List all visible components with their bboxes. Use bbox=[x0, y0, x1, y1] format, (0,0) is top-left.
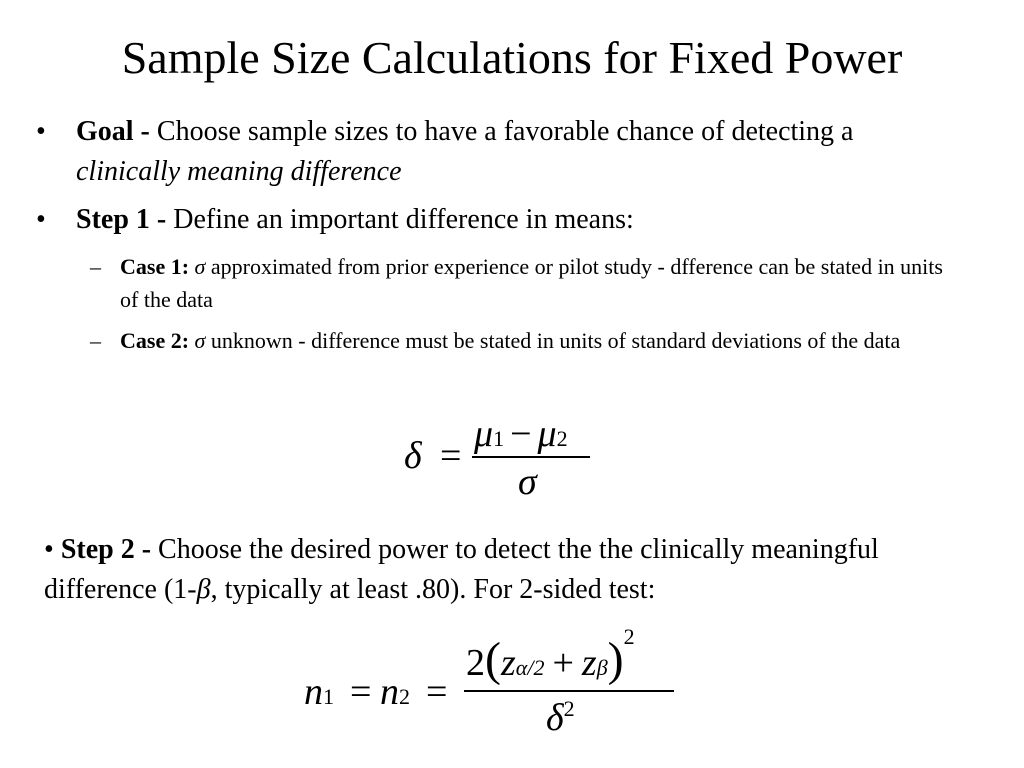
bullet-goal bbox=[36, 112, 936, 192]
mu-subscript-2: 2 bbox=[556, 426, 568, 451]
formula-denominator: σ bbox=[518, 461, 537, 503]
formula-sample-size bbox=[300, 618, 700, 758]
formula-n1 bbox=[304, 670, 334, 714]
formula-equals: = bbox=[440, 435, 462, 477]
beta-symbol: β bbox=[196, 574, 211, 605]
n-symbol: n bbox=[304, 671, 323, 713]
step2-body-a: Choose the desired power to detect the the clinically meaningful difference (1- bbox=[44, 534, 879, 605]
fraction-bar bbox=[472, 456, 590, 458]
step2-body-b: , typically at least .80). For 2-sided test: bbox=[210, 574, 656, 605]
slide-title: Sample Size Calculations for Fixed Power bbox=[121, 32, 903, 83]
z-symbol: z bbox=[581, 642, 597, 684]
formula-denominator bbox=[546, 696, 575, 740]
sigma-symbol: σ bbox=[194, 254, 206, 279]
bullet-goal-text bbox=[76, 112, 936, 192]
n-subscript-1: 1 bbox=[323, 684, 334, 709]
bullet-goal-body: Choose sample sizes to have a favorable chance of detecting a bbox=[156, 116, 854, 147]
bullet-step1-body: Define an important difference in means: bbox=[173, 204, 634, 235]
formula-numerator bbox=[466, 624, 635, 687]
formula-delta-lhs: δ bbox=[404, 435, 422, 477]
formula-numerator bbox=[474, 412, 568, 456]
bullet-step1-label: Step 1 - bbox=[76, 204, 174, 235]
sub-bullet-marker: – bbox=[90, 328, 101, 353]
power-two: 2 bbox=[623, 624, 635, 649]
bullet-goal-emphasis: clinically meaning difference bbox=[76, 156, 402, 187]
sigma-symbol: σ bbox=[194, 328, 206, 353]
formula-equals: = bbox=[350, 671, 372, 713]
sub-bullet-case2-label: Case 2: bbox=[120, 328, 195, 353]
right-paren: ) bbox=[607, 633, 624, 686]
step2-paragraph bbox=[44, 530, 984, 610]
sub-bullet-marker: – bbox=[90, 254, 101, 279]
mu-subscript-1: 1 bbox=[493, 426, 505, 451]
sub-bullet-case1-label: Case 1: bbox=[120, 254, 195, 279]
z-subscript-alpha: α/2 bbox=[515, 655, 545, 680]
formula-effect-size bbox=[400, 410, 600, 510]
bullet-goal-label: Goal - bbox=[76, 116, 157, 147]
left-paren: ( bbox=[485, 633, 501, 686]
n-symbol: n bbox=[380, 671, 399, 713]
plus-sign: + bbox=[552, 642, 574, 684]
formula-equals: = bbox=[426, 671, 448, 713]
sub-bullet-case1-body: approximated from prior experience or pilot study - dfference can be stated in units of the data bbox=[120, 254, 943, 312]
sub-bullet-case2-body: unknown - difference must be stated in units of standard deviations of the data bbox=[205, 328, 901, 353]
bullet-marker: • bbox=[36, 116, 46, 147]
bullet-step1 bbox=[36, 200, 936, 240]
bullet-step1-text bbox=[76, 200, 936, 240]
fraction-bar bbox=[464, 690, 674, 692]
coefficient-two: 2 bbox=[466, 642, 485, 684]
formula-n2 bbox=[380, 670, 410, 714]
sub-bullet-case2 bbox=[90, 324, 960, 390]
delta-symbol: δ bbox=[546, 697, 564, 739]
minus-sign: − bbox=[510, 413, 532, 455]
n-subscript-2: 2 bbox=[399, 684, 410, 709]
mu-symbol: μ bbox=[474, 413, 494, 455]
mu-symbol: μ bbox=[537, 413, 557, 455]
sub-bullet-case2-text bbox=[120, 324, 950, 357]
bullet-marker: • bbox=[44, 534, 61, 565]
z-subscript-beta: β bbox=[596, 655, 608, 680]
z-symbol: z bbox=[500, 642, 516, 684]
sub-bullet-case1 bbox=[90, 250, 960, 316]
sub-bullet-case1-text bbox=[120, 250, 950, 316]
step2-label: Step 2 - bbox=[60, 534, 159, 565]
bullet-marker: • bbox=[36, 204, 46, 235]
power-two: 2 bbox=[563, 696, 575, 721]
